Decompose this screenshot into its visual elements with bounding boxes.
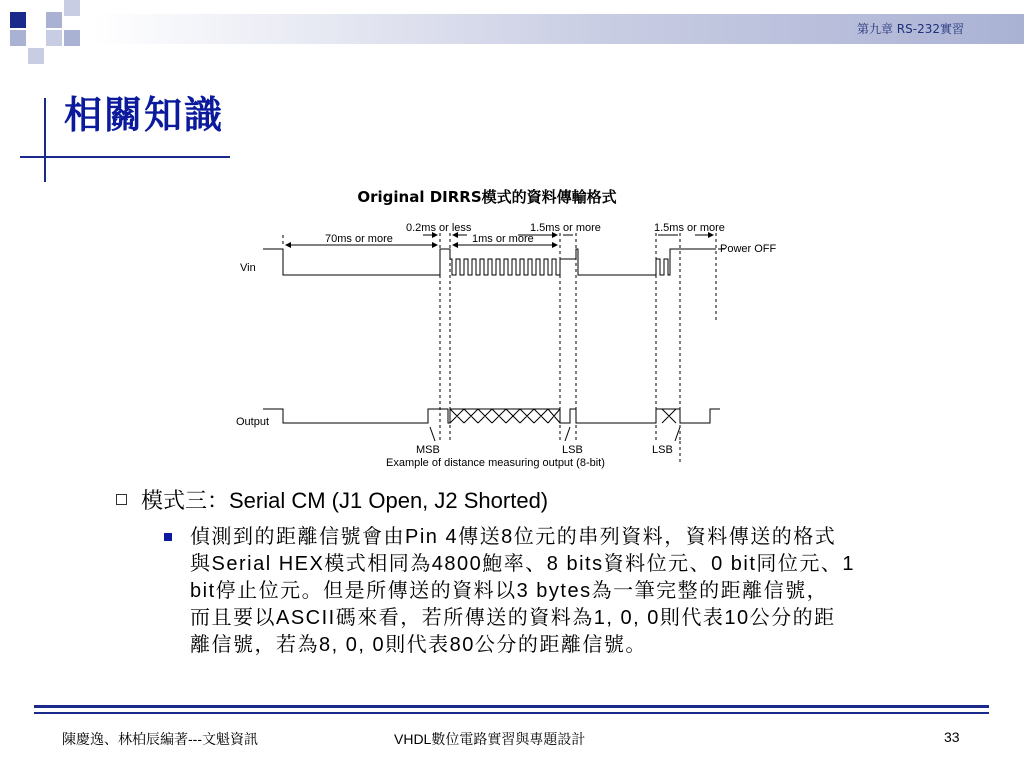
bullet-level2-line: 而且要以ASCII碼來看，若所傳送的資料為1, 0, 0則代表10公分的距 [190,607,836,629]
label-1ms: 1ms or more [472,233,534,245]
deco-square [64,0,80,16]
bullet-level2-line: 與Serial HEX模式相同為4800鮑率、8 bits資料位元、0 bit同位元、1 [190,553,856,575]
output-waveform [263,409,720,423]
bullet-level2-line: bit停止位元。但是所傳送的資料以3 bytes為一筆完整的距離信號， [190,580,829,602]
label-0.2ms: 0.2ms or less [406,222,472,234]
vin-label: Vin [240,262,256,274]
label-70ms: 70ms or more [325,233,393,245]
deco-square [28,48,44,64]
page-number: 33 [944,729,960,745]
deco-square [46,30,62,46]
label-power-off: Power OFF [720,243,777,255]
hollow-square-bullet-icon [116,494,127,505]
diagram-caption: Example of distance measuring output (8-bit) [386,457,605,469]
decorative-squares [0,0,90,70]
chapter-label: 第九章 RS-232實習 [856,22,964,36]
deco-square [28,12,44,28]
footer-authors: 陳慶逸、林柏辰編著---文魁資訊 [62,731,258,747]
bullet-level1 [116,484,548,515]
figure-title-wrap [0,186,1024,207]
slide-title: 相關知識 [64,92,225,137]
label-lsb-1: LSB [562,444,583,456]
filled-square-bullet-icon [164,533,172,541]
footer-book-title: VHDL數位電路實習與專題設計 [394,731,586,747]
label-msb: MSB [416,444,440,456]
bullet-level2 [168,524,968,659]
bullet-level1-text: 模式三：Serial CM (J1 Open, J2 Shorted) [141,488,549,513]
bullet-level2-line: 偵測到的距離信號會由Pin 4傳送8位元的串列資料，資料傳送的格式 [190,526,837,548]
vin-waveform [263,249,716,275]
output-label: Output [236,416,270,428]
title-horizontal-rule [20,156,230,158]
footer-rule-thick [34,705,989,708]
figure-title: Original DIRRS模式的資料傳輸格式 [357,188,617,206]
title-vertical-rule [44,98,46,182]
timing-diagram [220,215,800,475]
footer-rule-thin [34,712,989,714]
deco-square [46,12,62,28]
deco-square [10,30,26,46]
label-lsb-2: LSB [652,444,673,456]
deco-square [10,12,26,28]
label-1.5ms-a: 1.5ms or more [530,222,601,234]
output-data-crossings [450,409,676,423]
deco-square [28,30,44,46]
bullet-level2-line: 離信號，若為8, 0, 0則代表80公分的距離信號。 [190,634,647,656]
deco-square [64,30,80,46]
label-1.5ms-b: 1.5ms or more [654,222,725,234]
